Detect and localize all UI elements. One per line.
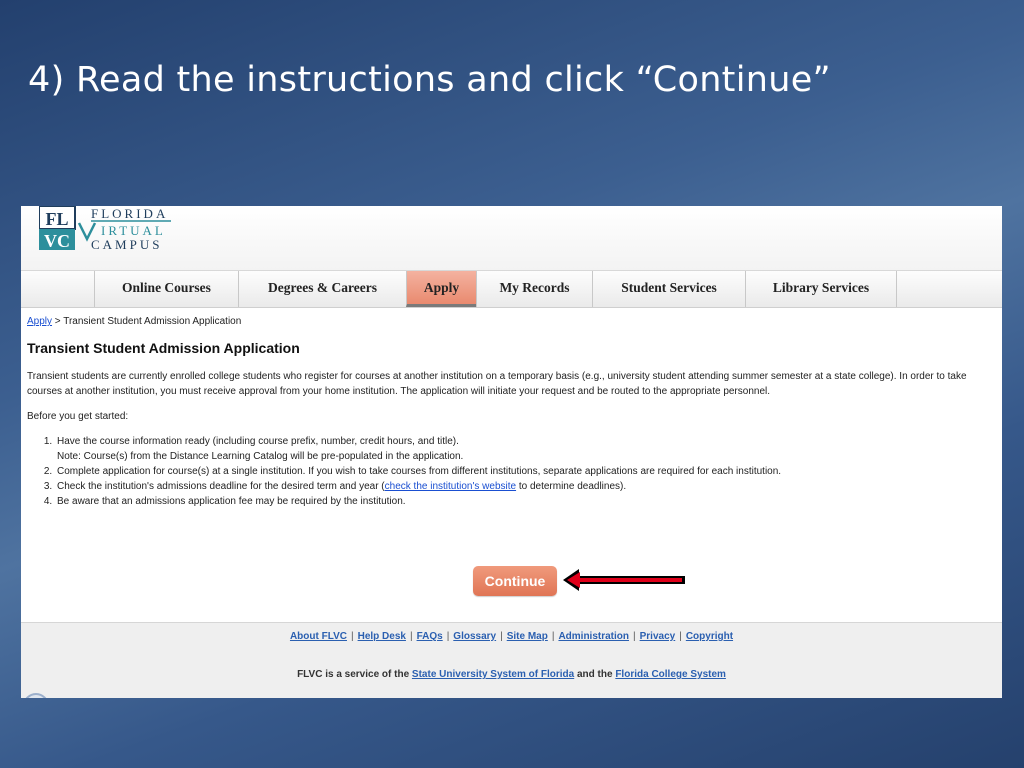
list-item — [55, 434, 996, 464]
footer-link-privacy[interactable]: Privacy — [639, 631, 676, 642]
logo-line-campus: CAMPUS — [91, 237, 163, 252]
logo-line-virtual: IRTUAL — [101, 223, 166, 238]
footer-link-help-desk[interactable]: Help Desk — [357, 631, 406, 642]
nav-library-services[interactable]: Library Services — [745, 271, 897, 307]
breadcrumb — [27, 316, 996, 327]
nav-my-records[interactable]: My Records — [476, 271, 592, 307]
intro-text: Transient students are currently enrolled college students who register for courses at another institution on a temporary basis (e.g., university student attending summer semester at a state college). In order to take courses at another institution, you must receive approval from your home institution. The application will initiate your request and be routed to the appropriate personnel. — [27, 371, 967, 397]
page-title: Transient Student Admission Application — [27, 340, 300, 356]
list-item — [55, 479, 996, 494]
continue-wrap — [473, 566, 557, 596]
step-3-text-before: Check the institution's admissions deadline for the desired term and year ( — [57, 481, 385, 492]
step-4-text: Be aware that an admissions application fee may be required by the institution. — [57, 496, 406, 507]
browser-screenshot — [21, 206, 1002, 698]
logo-line-florida: FLORIDA — [91, 206, 169, 221]
site-footer — [21, 622, 1002, 698]
institution-website-link[interactable]: check the institution's website — [384, 481, 517, 492]
flvc-logo[interactable] — [39, 206, 199, 252]
step-1-text: Have the course information ready (including course prefix, number, credit hours, and title). — [57, 436, 459, 447]
before-label: Before you get started: — [27, 411, 129, 422]
footer-links: About FLVC | Help Desk | FAQs | Glossary | Site Map | Administration | Privacy | Copyright — [289, 631, 734, 642]
slide-title: 4) Read the instructions and click “Continue” — [28, 60, 831, 100]
service-prefix: FLVC is a service of the — [297, 669, 412, 680]
list-item — [55, 494, 996, 509]
continue-button[interactable]: Continue — [473, 566, 557, 596]
nav-student-services[interactable]: Student Services — [592, 271, 745, 307]
footer-link-about[interactable]: About FLVC — [289, 631, 347, 642]
breadcrumb-apply-link[interactable]: Apply — [27, 316, 53, 327]
footer-link-site-map[interactable]: Site Map — [506, 631, 548, 642]
breadcrumb-separator: > — [52, 316, 64, 327]
instructions-list — [27, 434, 996, 509]
florida-college-system-link[interactable]: Florida College System — [615, 669, 726, 680]
footer-service-line — [21, 669, 1002, 680]
step-2-text: Complete application for course(s) at a single institution. If you wish to take courses from different institutions, separate applications are required for each institution. — [57, 466, 782, 477]
step-3-text-after: to determine deadlines). — [516, 481, 627, 492]
nav-apply[interactable]: Apply — [406, 271, 476, 307]
footer-link-copyright[interactable]: Copyright — [685, 631, 734, 642]
service-mid: and the — [574, 669, 616, 680]
nav-degrees-careers[interactable]: Degrees & Careers — [238, 271, 406, 307]
logo-abbr-bottom: VC — [44, 231, 70, 251]
nav-online-courses[interactable]: Online Courses — [94, 271, 238, 307]
footer-link-faqs[interactable]: FAQs — [416, 631, 443, 642]
footer-link-glossary[interactable]: Glossary — [453, 631, 497, 642]
sus-florida-link[interactable]: State University System of Florida — [411, 669, 575, 680]
site-header — [21, 206, 1002, 270]
breadcrumb-current: Transient Student Admission Application — [63, 316, 242, 327]
red-arrow-icon — [561, 567, 687, 593]
step-1-note: Note: Course(s) from the Distance Learning Catalog will be pre-populated in the application. — [57, 451, 464, 462]
logo-abbr-top: FL — [45, 209, 69, 229]
footer-link-administration[interactable]: Administration — [558, 631, 630, 642]
main-nav — [21, 270, 1002, 308]
main-content — [21, 316, 1002, 509]
list-item — [55, 464, 996, 479]
